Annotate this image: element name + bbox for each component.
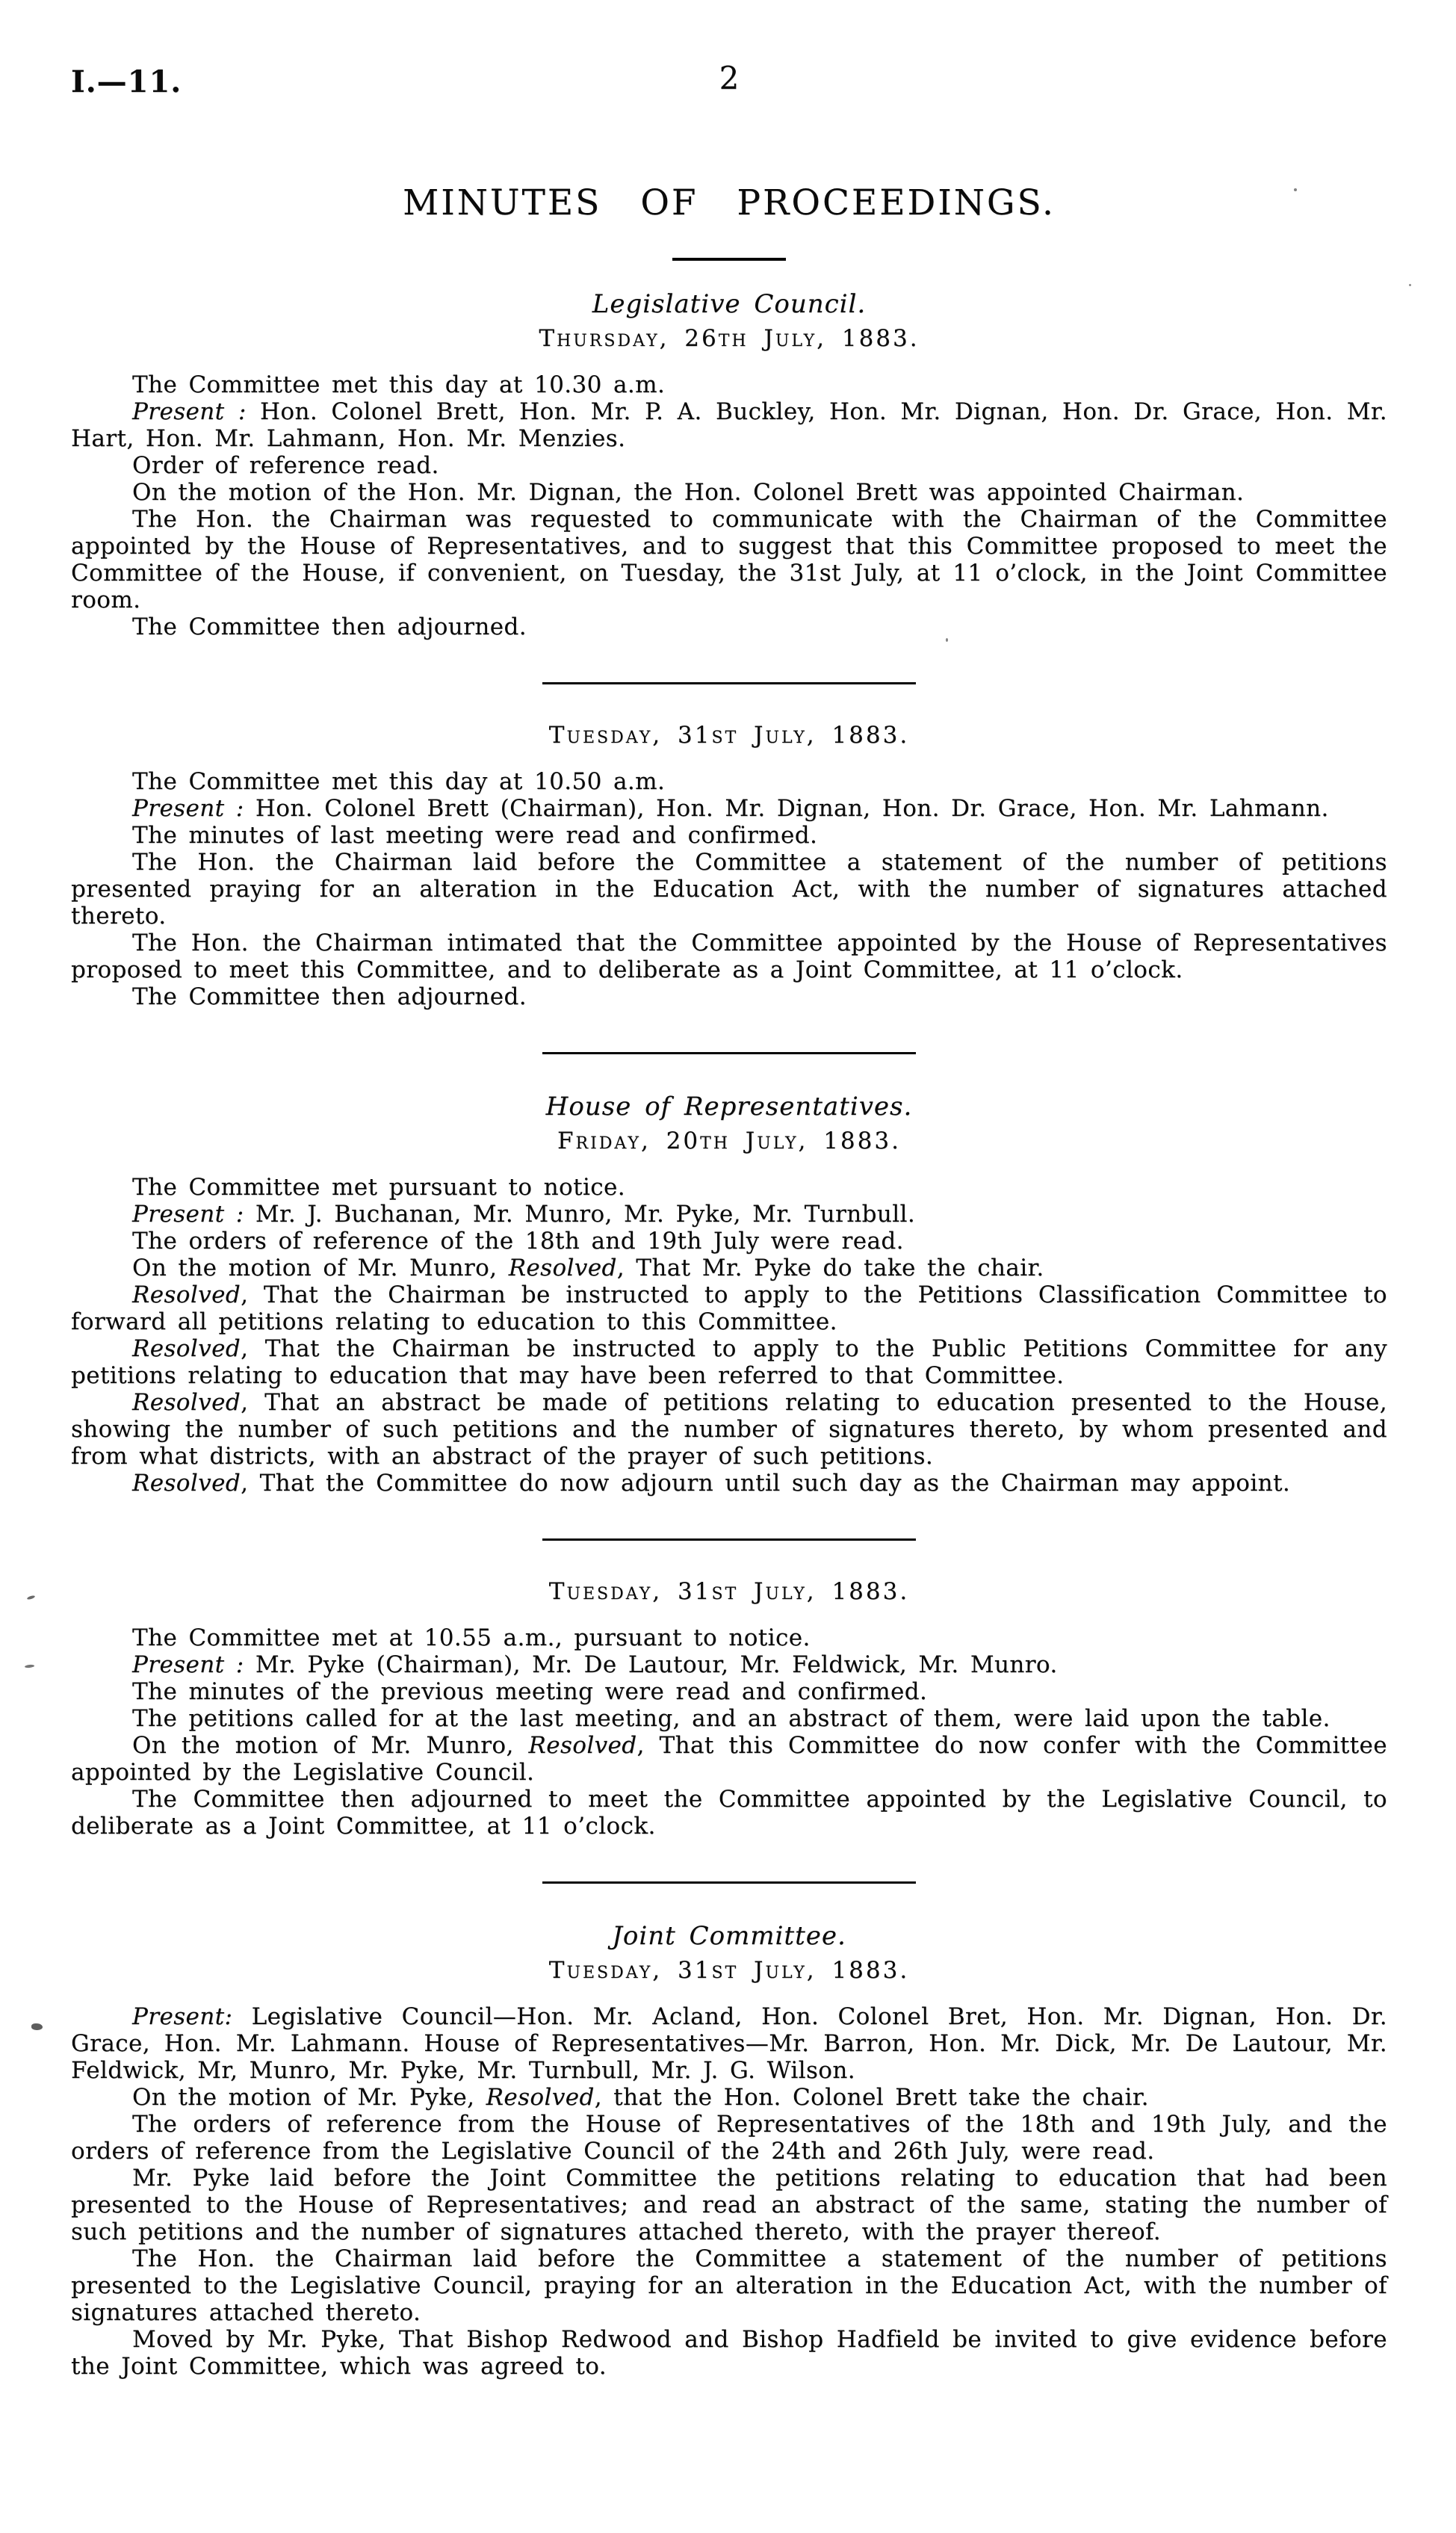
section-date-heading: Tuesday, 31st July, 1883. <box>548 1957 910 1984</box>
text-run: The Committee met pursuant to notice. <box>132 1174 626 1201</box>
italic-run: Resolved <box>528 1732 637 1759</box>
paragraph <box>71 1651 1387 1678</box>
section-date-heading: Thursday, 26th July, 1883. <box>539 325 920 352</box>
paragraph <box>71 768 1387 795</box>
paragraph <box>71 1786 1387 1840</box>
text-run: The Committee then adjourned. <box>132 613 527 640</box>
paragraph <box>71 398 1387 452</box>
paragraph <box>71 2165 1387 2245</box>
text-run: The Hon. the Chairman laid before the Committee a statement of the number of petitions presented to the Legislative Council, praying for an alteration in the Education Act, with the number of signatures attached thereto. <box>71 2245 1387 2326</box>
paragraph <box>71 1732 1387 1786</box>
page-header <box>71 60 1387 111</box>
section-divider-rule <box>542 682 916 684</box>
paragraph <box>71 795 1387 822</box>
paragraph <box>71 1705 1387 1732</box>
italic-run: Present : <box>132 1651 244 1678</box>
paragraph <box>71 2084 1387 2111</box>
document-title: MINUTES OF PROCEEDINGS. <box>403 182 1056 223</box>
paragraph <box>71 479 1387 506</box>
text-run: The Hon. the Chairman laid before the Committee a statement of the number of petitions presented praying for an alteration in the Education Act, with the number of signatures attached thereto. <box>71 849 1387 930</box>
document-sections <box>71 289 1387 2380</box>
text-run: The Hon. the Chairman was requested to communicate with the Chairman of the Committee appointed by the House of Representatives, and to suggest that this Committee proposed to meet the Committee of the House, if convenient, on Tuesday, the 31st July, at 11 o’clock, in the Joint Committee room. <box>71 506 1387 613</box>
italic-run: Present : <box>132 1201 244 1228</box>
ink-speck <box>31 2023 43 2030</box>
paragraph <box>71 2245 1387 2326</box>
paragraph <box>71 2003 1387 2084</box>
italic-run: Present : <box>132 398 247 425</box>
text-run: On the motion of Mr. Pyke, <box>132 2084 486 2111</box>
text-run: Mr. J. Buchanan, Mr. Munro, Mr. Pyke, Mr. Turnbull. <box>244 1201 916 1228</box>
minutes-section <box>71 722 1387 1010</box>
section-date-heading: Friday, 20th July, 1883. <box>557 1128 901 1154</box>
section-heading: Joint Committee. <box>612 1921 846 1951</box>
section-divider-rule <box>542 1052 916 1054</box>
text-run: On the motion of Mr. Munro, <box>132 1732 529 1759</box>
minutes-section <box>71 1921 1387 2380</box>
text-run: , That Mr. Pyke do take the chair. <box>616 1255 1044 1281</box>
page-number: 2 <box>719 60 740 96</box>
paragraph <box>71 1255 1387 1281</box>
text-run: , That the Chairman be instructed to apply to the Petitions Classification Committee to forward all petitions relating to education to this Committee. <box>71 1281 1387 1335</box>
paragraph <box>71 849 1387 930</box>
minutes-section <box>71 1092 1387 1497</box>
section-date-heading: Tuesday, 31st July, 1883. <box>548 1578 910 1605</box>
section-divider-rule <box>542 1881 916 1884</box>
italic-run: Resolved <box>132 1281 241 1308</box>
text-run: The Committee then adjourned. <box>132 983 527 1010</box>
text-run: Legislative Council—Hon. Mr. Acland, Hon. Colonel Bret, Hon. Mr. Dignan, Hon. Dr. Grace, Hon. Mr. Lahmann. House of Representatives—Mr. Barron, Hon. Mr. Dick, Mr. De Lautour, Mr. Feldwick, Mr, Munro, Mr. Pyke, Mr. Turnbull, Mr. J. G. Wilson. <box>71 2003 1387 2084</box>
text-run: , That this Committee do now confer with the Committee appointed by the Legislative Council. <box>71 1732 1387 1786</box>
title-rule <box>672 258 786 261</box>
paragraph <box>71 371 1387 398</box>
document-reference: I.—11. <box>71 64 182 99</box>
paragraph <box>71 613 1387 640</box>
text-run: On the motion of Mr. Munro, <box>132 1255 509 1281</box>
paragraph <box>71 1174 1387 1201</box>
paragraph <box>71 506 1387 613</box>
italic-run: Present: <box>132 2003 233 2030</box>
text-run: , That the Committee do now adjourn until such day as the Chairman may appoint. <box>241 1470 1291 1497</box>
text-run: , That an abstract be made of petitions relating to education presented to the House, showing the number of such petitions and the number of signatures thereto, by whom presented and from what districts, with an abstract of the prayer of such petitions. <box>71 1389 1387 1470</box>
italic-run: Resolved <box>508 1255 617 1281</box>
text-run: The Committee then adjourned to meet the Committee appointed by the Legislative Council, to deliberate as a Joint Committee, at 11 o’clock. <box>71 1786 1387 1840</box>
text-run: Hon. Colonel Brett, Hon. Mr. P. A. Buckley, Hon. Mr. Dignan, Hon. Dr. Grace, Hon. Mr. Hart, Hon. Mr. Lahmann, Hon. Mr. Menzies. <box>71 398 1387 452</box>
text-run: , That the Chairman be instructed to apply to the Public Petitions Committee for any petitions relating to education that may have been referred to that Committee. <box>71 1335 1387 1389</box>
paragraph <box>71 930 1387 983</box>
text-run: On the motion of the Hon. Mr. Dignan, the Hon. Colonel Brett was appointed Chairman. <box>132 479 1245 506</box>
text-run: The petitions called for at the last meeting, and an abstract of them, were laid upon the table. <box>132 1705 1330 1732</box>
text-run: The Hon. the Chairman intimated that the Committee appointed by the House of Representatives proposed to meet this Committee, and to deliberate as a Joint Committee, at 11 o’clock. <box>71 930 1387 983</box>
italic-run: Present : <box>132 795 244 822</box>
text-run: Moved by Mr. Pyke, That Bishop Redwood and Bishop Hadfield be invited to give evidence before the Joint Committee, which was agreed to. <box>71 2326 1387 2380</box>
text-run: The minutes of last meeting were read and confirmed. <box>132 822 818 849</box>
paragraph <box>71 1389 1387 1470</box>
text-run: , that the Hon. Colonel Brett take the chair. <box>594 2084 1149 2111</box>
text-run: Order of reference read. <box>132 452 439 479</box>
ink-speck <box>1409 284 1411 286</box>
paragraph <box>71 2111 1387 2165</box>
paragraph <box>71 1281 1387 1335</box>
paragraph <box>71 2326 1387 2380</box>
text-run: The Committee met this day at 10.30 a.m. <box>132 371 666 398</box>
text-run: Mr. Pyke (Chairman), Mr. De Lautour, Mr. Feldwick, Mr. Munro. <box>244 1651 1058 1678</box>
paragraph <box>71 983 1387 1010</box>
italic-run: Resolved <box>132 1335 241 1362</box>
ink-speck <box>27 1595 36 1600</box>
minutes-section <box>71 289 1387 640</box>
minutes-section <box>71 1578 1387 1840</box>
paragraph <box>71 1228 1387 1255</box>
ink-speck <box>946 638 948 642</box>
ink-speck <box>25 1664 34 1668</box>
ink-speck <box>1294 188 1297 191</box>
paragraph <box>71 1624 1387 1651</box>
paragraph <box>71 1678 1387 1705</box>
text-run: Hon. Colonel Brett (Chairman), Hon. Mr. Dignan, Hon. Dr. Grace, Hon. Mr. Lahmann. <box>244 795 1329 822</box>
paragraph <box>71 452 1387 479</box>
italic-run: Resolved <box>132 1389 241 1416</box>
paragraph <box>71 1201 1387 1228</box>
italic-run: Resolved <box>486 2084 595 2111</box>
paragraph <box>71 1470 1387 1497</box>
section-heading: House of Representatives. <box>545 1092 913 1122</box>
section-date-heading: Tuesday, 31st July, 1883. <box>548 722 910 749</box>
text-run: The minutes of the previous meeting were read and confirmed. <box>132 1678 928 1705</box>
paragraph <box>71 1335 1387 1389</box>
text-run: The orders of reference of the 18th and 19th July were read. <box>132 1228 904 1255</box>
italic-run: Resolved <box>132 1470 241 1497</box>
section-divider-rule <box>542 1538 916 1541</box>
text-run: The Committee met this day at 10.50 a.m. <box>132 768 666 795</box>
paragraph <box>71 822 1387 849</box>
text-run: The orders of reference from the House of Representatives of the 18th and 19th July, and the orders of reference from the Legislative Council of the 24th and 26th July, were read. <box>71 2111 1387 2165</box>
text-run: Mr. Pyke laid before the Joint Committee the petitions relating to education that had been presented to the House of Representatives; and read an abstract of the same, stating the number of such petitions and the number of signatures attached thereto, with the prayer thereof. <box>71 2165 1387 2245</box>
text-run: The Committee met at 10.55 a.m., pursuant to notice. <box>132 1624 811 1651</box>
section-heading: Legislative Council. <box>592 289 867 319</box>
